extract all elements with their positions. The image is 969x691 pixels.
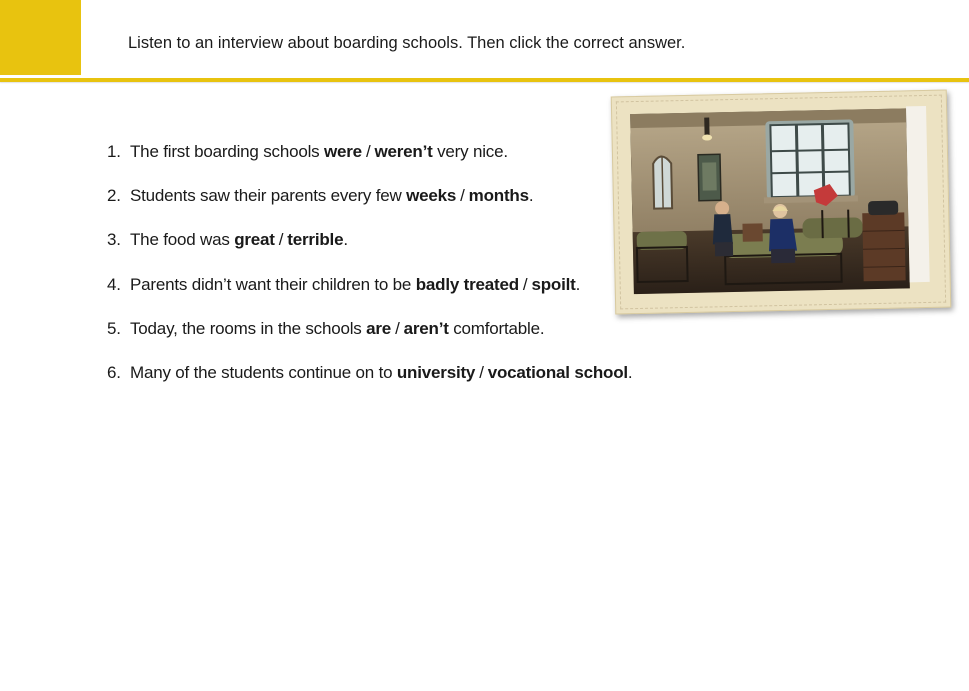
question-number: 4.	[107, 274, 121, 294]
option-separator: /	[522, 274, 528, 294]
answer-option-a[interactable]: weeks	[406, 186, 457, 206]
question-text-before: The food was	[130, 230, 235, 250]
question-text-before: Students saw their parents every few	[130, 186, 407, 206]
answer-option-b[interactable]: aren’t	[403, 318, 449, 338]
question-number: 6.	[107, 362, 121, 382]
question-text-after: .	[343, 230, 348, 250]
option-separator: /	[479, 362, 484, 382]
answer-option-a[interactable]: are	[366, 318, 392, 338]
question-number: 5.	[107, 318, 121, 338]
option-separator: /	[460, 186, 465, 206]
question-text-after: .	[528, 186, 534, 206]
question-list	[107, 138, 632, 403]
answer-option-b[interactable]: vocational school	[487, 362, 628, 382]
question-text-after: comfortable.	[448, 318, 545, 338]
question-text-before: The first boarding schools	[130, 142, 324, 161]
answer-option-b[interactable]: terrible	[287, 230, 344, 250]
header	[0, 0, 969, 80]
boarding-school-dormitory-photo	[630, 108, 910, 294]
photo-frame	[611, 90, 951, 315]
question-item	[107, 182, 632, 226]
header-accent-block	[0, 0, 81, 75]
answer-option-a[interactable]: badly treated	[415, 274, 519, 294]
question-item	[107, 138, 632, 182]
answer-option-b[interactable]: weren’t	[374, 142, 433, 161]
question-text-after: .	[627, 362, 633, 382]
option-separator: /	[395, 318, 400, 338]
question-text-after: very nice.	[432, 142, 508, 161]
instruction-text: Listen to an interview about boarding schools. Then click the correct answer.	[128, 34, 686, 52]
option-separator: /	[365, 142, 371, 161]
question-item	[107, 359, 632, 403]
question-number: 2.	[107, 186, 121, 206]
answer-option-a[interactable]: university	[396, 362, 476, 382]
question-item	[107, 271, 632, 315]
header-divider	[0, 78, 969, 82]
answer-option-a[interactable]: great	[234, 230, 275, 250]
answer-option-b[interactable]: spoilt	[531, 274, 576, 294]
option-separator: /	[278, 230, 284, 250]
answer-option-a[interactable]: were	[323, 142, 362, 161]
question-number: 1.	[107, 142, 121, 161]
question-text-after: .	[575, 274, 581, 294]
photo-border-strip	[906, 106, 930, 282]
question-text-before: Parents didn’t want their children to be	[130, 274, 416, 294]
question-item	[107, 226, 632, 270]
question-text-before: Today, the rooms in the schools	[130, 318, 367, 338]
question-text-before: Many of the students continue on to	[130, 362, 397, 382]
question-item	[107, 315, 632, 359]
answer-option-b[interactable]: months	[468, 186, 529, 206]
question-number: 3.	[107, 230, 121, 250]
